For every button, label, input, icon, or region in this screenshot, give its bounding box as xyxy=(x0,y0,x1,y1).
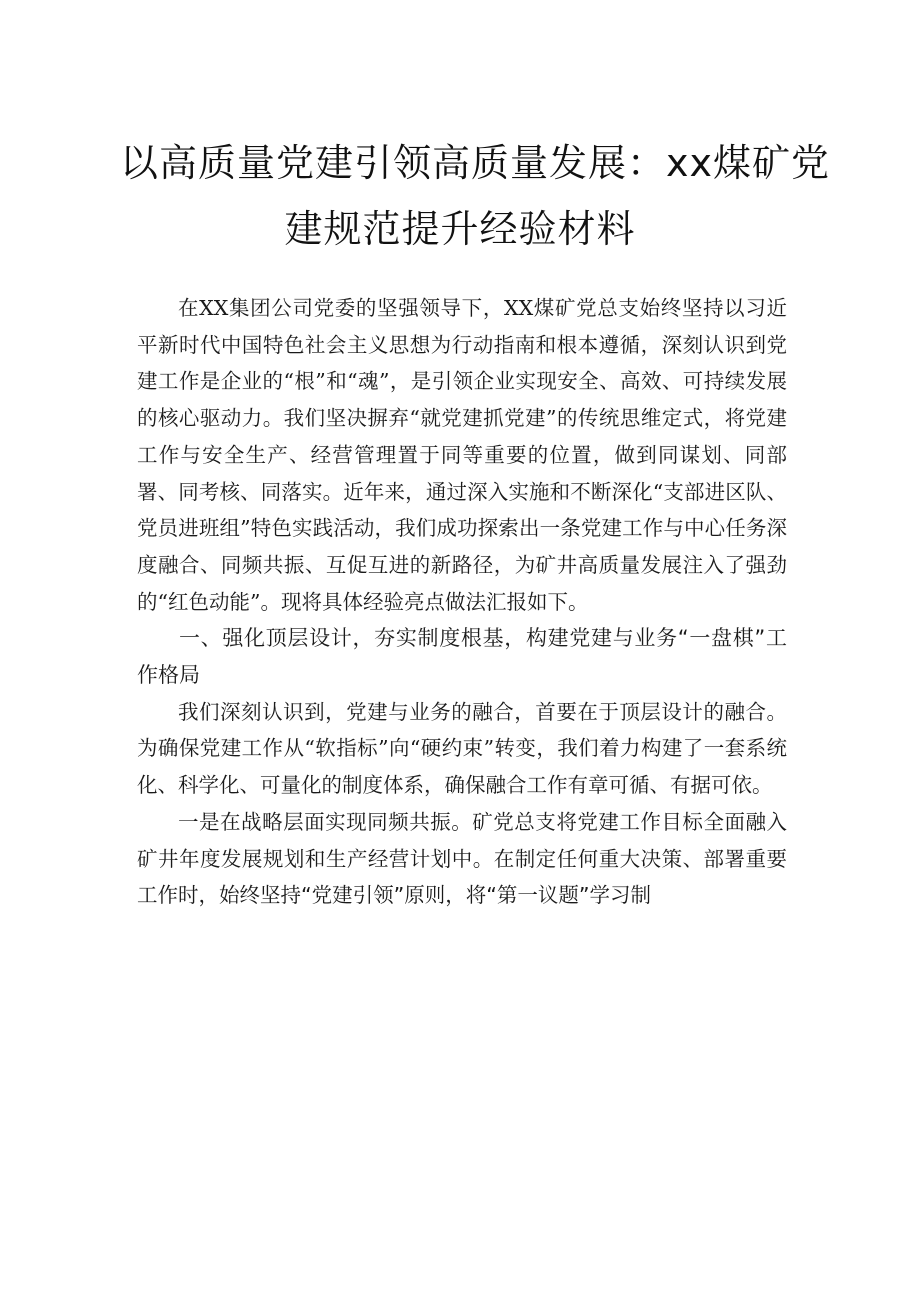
document-title-line2: 建规范提升经验材料 xyxy=(284,207,636,251)
section-paragraph: 我们深刻认识到，党建与业务的融合，首要在于顶层设计的融合。为确保党建工作从“软指标”向“硬约束”转变，我们着力构建了一套系统化、科学化、可量化的制度体系，确保融合工作有章可循、有据可依。 xyxy=(137,699,787,798)
document-title-line1: 以高质量党建引领高质量发展：xx煤矿党 xyxy=(120,141,830,185)
document-body xyxy=(137,290,787,914)
point-paragraph: 一是在战略层面实现同频共振。矿党总支将党建工作目标全面融入矿井年度发展规划和生产经营计划中。在制定任何重大决策、部署重要工作时，始终坚持“党建引领”原则，将“第一议题”学习制 xyxy=(137,809,787,908)
intro-paragraph: 在XX集团公司党委的坚强领导下，XX煤矿党总支始终坚持以习近平新时代中国特色社会主义思想为行动指南和根本遵循，深刻认识到党建工作是企业的“根”和“魂”，是引领企业实现安全、高效、可持续发展的核心驱动力。我们坚决摒弃“就党建抓党建”的传统思维定式，将党建工作与安全生产、经营管理置于同等重要的位置，做到同谋划、同部署、同考核、同落实。近年来，通过深入实施和不断深化“支部进区队、党员进班组”特色实践活动，我们成功探索出一条党建工作与中心任务深度融合、同频共振、互促互进的新路径，为矿井高质量发展注入了强劲的“红色动能”。现将具体经验亮点做法汇报如下。 xyxy=(137,296,787,614)
section-heading: 一、强化顶层设计，夯实制度根基，构建党建与业务“一盘棋”工作格局 xyxy=(137,626,787,688)
